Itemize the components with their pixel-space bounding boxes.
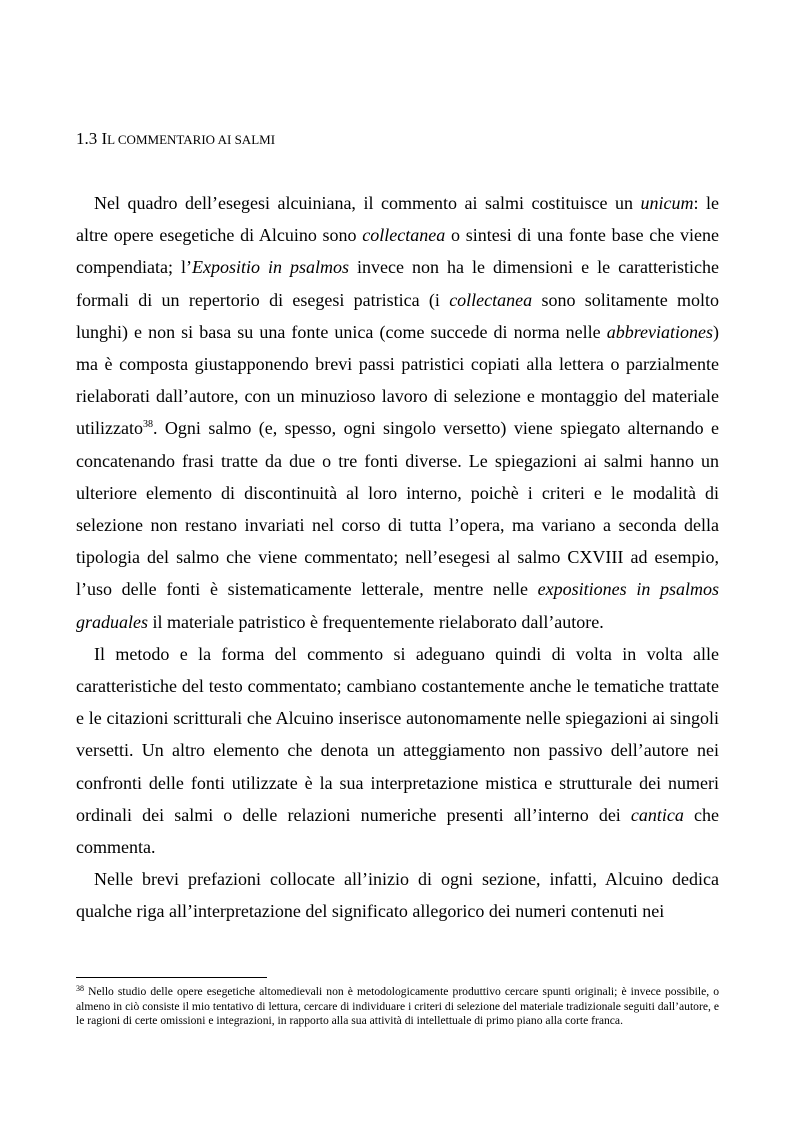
text-run: il materiale patristico è frequentemente rielaborato dall’autore. — [148, 611, 604, 632]
section-number: 1.3 — [76, 129, 102, 148]
heading-initial: I — [101, 129, 108, 148]
heading-smallcaps-rest: COMMENTARIO AI SALMI — [114, 132, 276, 147]
text-run: sono solitamente molto lunghi) e non si basa su una fonte unica (come succede di norma nelle — [76, 289, 719, 342]
italic-run: cantica — [630, 804, 684, 825]
text-run: ) ma è composta giustapponendo brevi passi patristici copiati alla lettera o parzialmente rielaborati dall’autore, con un minuzioso lavoro di selezione e montaggio del materiale utilizzato — [76, 321, 719, 439]
text-run: Nelle brevi prefazioni collocate all’inizio di ogni sezione, infatti, Alcuino dedica qualche riga all’interpretazione del significato allegorico dei numeri contenuti nei — [76, 869, 719, 922]
footnote-text: Nello studio delle opere esegetiche altomedievali non è metodologicamente produttivo cercare spunti originali; è invece possibile, o almeno in ciò consiste il mio tentativo di lettura, cercare di individuare i criteri di selezione del materiale tradizionale seguiti dall’autore, e le ragioni di certe omissioni e integrazioni, in rapporto alla sua attività di intellettuale di primo piano alla corte franca. — [76, 985, 719, 1028]
heading-smallcaps-l: L — [107, 132, 115, 147]
section-heading — [76, 129, 275, 150]
italic-run: collectanea — [362, 225, 446, 246]
italic-run: abbreviationes — [606, 321, 713, 342]
italic-run: collectanea — [449, 289, 533, 310]
text-run: Nel quadro dell’esegesi alcuiniana, il commento ai salmi costituisce un — [94, 193, 641, 213]
footnote-mark: 38 — [76, 984, 84, 993]
italic-run: Expositio in psalmos — [191, 257, 350, 278]
text-run: . Ogni salmo (e, spesso, ogni singolo versetto) viene spiegato alternando e concatenando frasi tratte da due o tre fonti diverse. Le spiegazioni ai salmi hanno un ulteriore elemento di discontinuità al loro interno, poichè i criteri e le modalità di selezione non restano invariati nel corso di tutta l’opera, ma variano a seconda della tipologia del salmo che viene commentato; nell’esegesi al salmo CXVIII ad esempio, l’uso delle fonti è sistematicamente letterale, mentre nelle — [76, 418, 719, 600]
footnote-38 — [76, 985, 719, 1029]
text-run: invece non ha le dimensioni e le caratteristiche formali di un repertorio di esegesi patristica (i — [76, 257, 720, 310]
paragraph-3 — [76, 863, 719, 927]
paragraph-1 — [76, 187, 719, 638]
footnote-separator — [76, 977, 267, 978]
italic-run: expositiones in psalmos graduales — [76, 579, 719, 632]
italic-run: unicum — [640, 193, 694, 213]
footnote-reference[interactable]: 38 — [142, 419, 153, 431]
text-run: Il metodo e la forma del commento si adeguano quindi di volta in volta alle caratteristiche del testo commentato; cambiano costantemente anche le tematiche trattate e le citazioni scritturali che Alcuino inserisce autonomamente nelle spiegazioni ai singoli versetti. Un altro elemento che denota un atteggiamento non passivo dell’autore nei confronti delle fonti utilizzate è la sua interpretazione mistica e strutturale dei numeri ordinali dei salmi o delle relazioni numeriche presenti all’interno dei — [76, 643, 719, 825]
body-text — [76, 187, 719, 928]
text-run: : le altre opere esegetiche di Alcuino sono — [76, 193, 719, 246]
text-run: che commenta. — [76, 804, 719, 858]
text-run: o sintesi di una fonte base che viene compendiata; l’ — [76, 225, 719, 278]
paragraph-2 — [76, 638, 719, 863]
